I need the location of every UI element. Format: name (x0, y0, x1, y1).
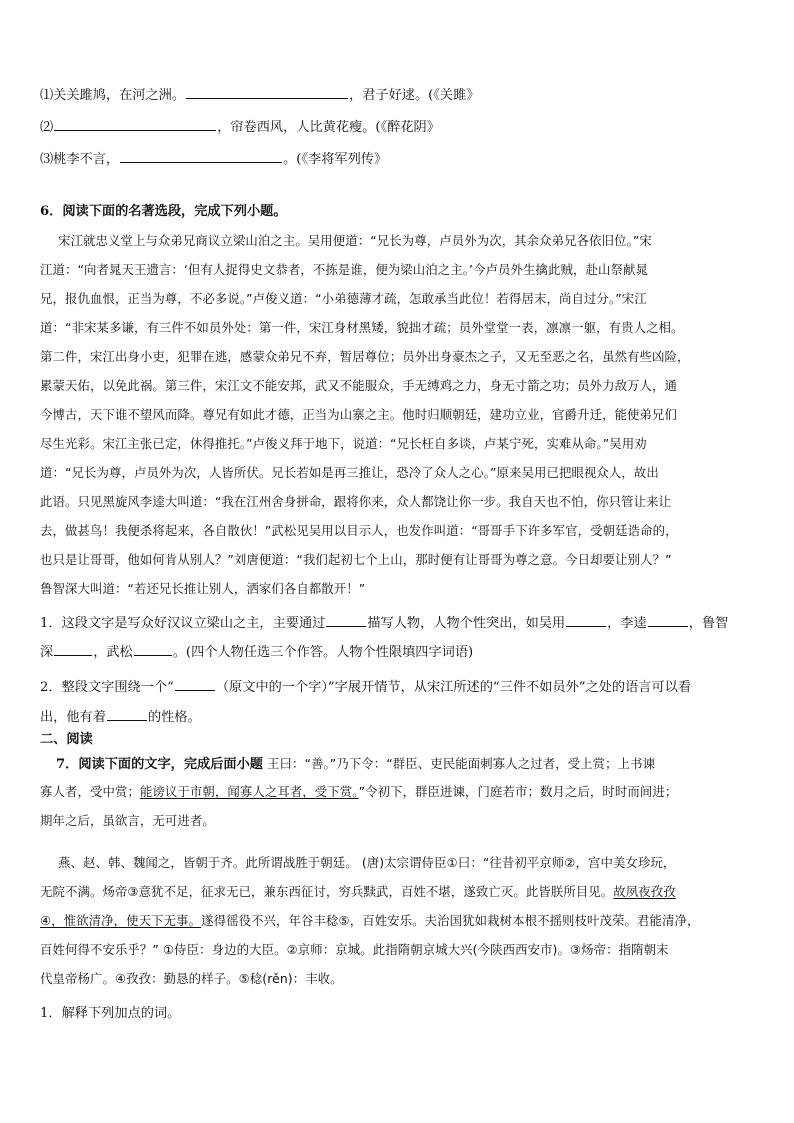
answer-blank[interactable] (648, 614, 688, 627)
answer-blank[interactable] (107, 708, 147, 721)
q7-sub1: 1．解释下列加点的词。 (40, 1006, 181, 1021)
passage-line: 今博古，天下谁不望风而降。尊兄有如此才德，正当为山寨之主。他时归顺朝廷，建功立业，官爵升迁，能使弟兄们 (40, 407, 678, 422)
text: 描写人物，人物个性突出，如吴用 (367, 616, 566, 631)
q6-title: 6．阅读下面的名著选段，完成下列小题。 (40, 204, 287, 219)
answer-blank[interactable] (54, 643, 92, 656)
q7-line3: 期年之后，虽欲言，无可进者。 (40, 813, 215, 828)
passage-line: 也只是让哥哥，他如何肯从别人？”刘唐便道：“我们起初七个上山，那时便有让哥哥为尊之意。今日却要让别人？” (40, 552, 672, 567)
q5-item-3-suffix: 。(《李将军列传》 (283, 152, 388, 167)
passage-line: 兄，报仇血恨，正当为尊，不必多说。”卢俊义道：“小弟德薄才疏，怎敢承当此位！若得居末，尚自过分。”宋江 (40, 291, 647, 306)
q5-item-1-suffix: ，君子好逑。(《关雎》 (349, 88, 480, 103)
passage-line: 此语。只见黑旋风李逵大叫道：“我在江州舍身拼命，跟将你来，众人都饶让你一步。我自天也不怕，你只管让来让 (40, 494, 672, 509)
answer-blank[interactable] (120, 150, 282, 163)
q7-p2-line2 (40, 882, 676, 900)
q6-sub1-line1 (40, 612, 728, 631)
passage-line: 鲁智深大叫道：“若还兄长推让别人，洒家们各自都散开！” (40, 581, 366, 596)
q7-line1 (56, 753, 655, 772)
text: 无院不满。炀帝③意犹不足，征求无已，兼东西征讨，穷兵黩武，百姓不堪，遂致亡灭。此皆朕所目见。 (40, 884, 614, 899)
text: ，李逵 (607, 616, 647, 631)
q7-title: 7．阅读下面的文字，完成后面小题 (56, 757, 263, 772)
text: 王曰：“善。”乃下令：“群臣、吏民能面刺寡人之过者，受上赏；上书谏 (263, 756, 656, 771)
text: 的性格。 (147, 710, 201, 725)
passage-line: 第二件，宋江出身小吏，犯罪在逃，感蒙众弟兄不弃，暂居尊位；员外出身豪杰之子，又无至恶之名，虽然有些凶险， (40, 349, 690, 364)
answer-blank[interactable] (134, 643, 172, 656)
underlined-sentence: ④，惟欲清净，使天下无事。 (40, 913, 202, 928)
q6-sub2-line1 (40, 676, 691, 695)
text: 深 (40, 645, 54, 660)
passage-line: 尽生光彩。宋江主张已定，休得推托。”卢俊义拜于地下，说道：“兄长枉自多谈，卢某宁死，实难从命。”吴用劝 (40, 436, 647, 451)
passage-line: 道：“非宋某多谦，有三件不如员外处：第一件，宋江身材黑矮，貌拙才疏；员外堂堂一表，凛凛一躯，有贵人之相。 (40, 320, 684, 335)
q5-item-3-prefix: ⑶桃李不言， (40, 152, 120, 167)
q5-item-3 (40, 148, 387, 167)
answer-blank[interactable] (186, 86, 348, 99)
passage-line: 宋江就忠义堂上与众弟兄商议立梁山泊之主。吴用便道：“兄长为尊，卢员外为次，其余众弟兄各依旧位。”宋 (58, 233, 652, 248)
text: 出，他有着 (40, 710, 106, 725)
text: ，武松 (93, 645, 133, 660)
q7-p2-line5: 代皇帝杨广。④孜孜：勤恳的样子。⑤稔(rěn)：丰收。 (40, 971, 343, 986)
q6-sub1-line2 (40, 641, 473, 660)
q5-item-1-prefix: ⑴关关雎鸠，在河之洲。 (40, 88, 186, 103)
answer-blank[interactable] (54, 118, 216, 131)
q5-item-2 (40, 116, 440, 135)
q7-p2-line1: 燕、赵、韩、魏闻之，皆朝于齐。此所谓战胜于朝廷。 (唐)太宗谓侍臣①曰：“往昔初平京师②，宫中美女珍玩， (58, 855, 676, 870)
text: 。(四个人物任选三个作答。人物个性限填四字词语) (172, 645, 474, 660)
underlined-sentence: 能谤议于市朝，闻寡人之耳者，受下赏。 (139, 784, 359, 799)
q5-item-2-suffix: ，帘卷西风，人比黄花瘦。(《醉花阴》 (217, 120, 440, 135)
text: 百姓何得不安乐乎？” (40, 942, 159, 957)
q5-item-2-prefix: ⑵ (40, 120, 54, 135)
text: 遂得徭役不兴，年谷丰稔⑤，百姓安乐。夫治国犹如栽树本根不摇则枝叶茂荣。君能清净， (201, 913, 700, 928)
q7-line2 (40, 782, 677, 800)
text: 1．这段文字是写众好汉议立梁山之主，主要通过 (40, 616, 326, 631)
text: （原文中的一个字）”字展开情节，从宋江所述的“三件不如员外”之处的语言可以看 (215, 680, 692, 695)
passage-line: 道：“兄长为尊，卢员外为次，人皆所伏。兄长若如是再三推让，恐冷了众人之心。”原来吴用已把眼视众人，故出 (40, 465, 659, 480)
section-heading: 二、阅读 (40, 732, 93, 747)
q7-p2-line3 (40, 911, 699, 929)
answer-blank[interactable] (326, 614, 366, 627)
text: ”令初下，群臣进谏，门庭若市；数月之后，时时而间进； (358, 784, 678, 799)
text: ，鲁智 (688, 616, 729, 631)
passage-line: 江道：“向者晁天王遗言：‘但有人捉得史文恭者，不拣是谁，便为梁山泊之主。’今卢员外生擒此贼，赴山祭献晁 (40, 262, 648, 277)
passage-line: 去，做甚鸟！我便杀将起来，各自散伙！”武松见吴用以目示人，也发作叫道：“哥哥手下许多军官，受朝廷诰命的， (40, 523, 678, 538)
q7-p2-line4 (40, 940, 669, 958)
answer-blank[interactable] (566, 614, 606, 627)
footnotes: ①侍臣：身边的大臣。②京师：京城。此指隋朝京城大兴(今陕西西安市)。③炀帝：指隋朝末 (158, 942, 669, 957)
text: 寡人者，受中赏； (40, 784, 140, 799)
text: 2．整段文字围绕一个“ (40, 680, 174, 695)
q5-item-1 (40, 84, 479, 103)
passage-line: 累蒙天佑，以免此祸。第三件，宋江文不能安邦，武又不能服众，手无缚鸡之力，身无寸箭之功；员外力敌万人，通 (40, 378, 678, 393)
answer-blank[interactable] (175, 678, 215, 691)
q6-sub2-line2 (40, 706, 201, 725)
underlined-sentence: 故夙夜孜孜 (613, 884, 676, 899)
